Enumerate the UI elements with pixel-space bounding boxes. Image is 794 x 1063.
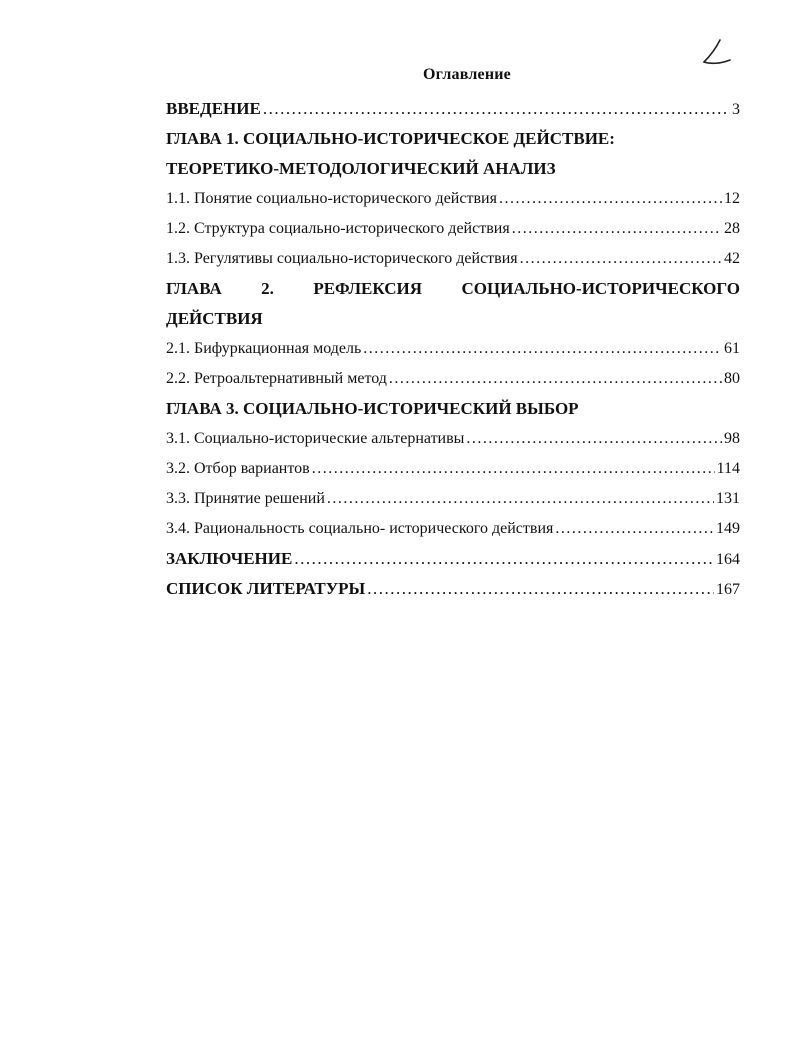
leader-dots	[555, 514, 714, 544]
leader-dots	[363, 334, 722, 364]
toc-entry-2-2	[166, 364, 740, 394]
chapter-2-word: СОЦИАЛЬНО-ИСТОРИЧЕСКОГО	[461, 279, 740, 298]
chapter-2-heading-line-2: ДЕЙСТВИЯ	[166, 309, 263, 328]
toc-entry-bibliography	[166, 574, 740, 604]
toc-entry-1-1	[166, 184, 740, 214]
toc-entry-page: 3	[732, 101, 740, 118]
toc-entry-3-1	[166, 424, 740, 454]
leader-dots	[389, 364, 722, 394]
chapter-1-heading-line-2: ТЕОРЕТИКО-МЕТОДОЛОГИЧЕСКИЙ АНАЛИЗ	[166, 159, 556, 178]
toc-entry-page: 114	[716, 460, 740, 477]
toc-entry-conclusion	[166, 544, 740, 574]
toc-entry-page: 149	[716, 520, 740, 537]
toc-entry-page: 61	[724, 340, 740, 357]
toc-entry-page: 131	[716, 490, 740, 507]
leader-dots	[512, 214, 722, 244]
toc-entry-label: 3.2. Отбор вариантов	[166, 460, 310, 477]
toc-entry-label: 3.3. Принятие решений	[166, 490, 325, 507]
toc-entry-1-2	[166, 214, 740, 244]
toc-entry-3-4	[166, 514, 740, 544]
toc-entry-1-3	[166, 244, 740, 274]
toc-entry-3-2	[166, 454, 740, 484]
toc-entry-page: 12	[724, 190, 740, 207]
toc-entry-page: 80	[724, 370, 740, 387]
chapter-3-heading: ГЛАВА 3. СОЦИАЛЬНО-ИСТОРИЧЕСКИЙ ВЫБОР	[166, 399, 579, 418]
leader-dots	[367, 574, 714, 604]
toc-entry-label: 2.2. Ретроальтернативный метод	[166, 370, 387, 387]
toc-entry-label: ВВЕДЕНИЕ	[166, 99, 261, 118]
leader-dots	[327, 484, 714, 514]
leader-dots	[466, 424, 722, 454]
leader-dots	[520, 244, 722, 274]
toc-entry-page: 167	[716, 581, 740, 598]
leader-dots	[263, 94, 730, 124]
toc-entry-page: 28	[724, 220, 740, 237]
chapter-1-heading-line-1: ГЛАВА 1. СОЦИАЛЬНО-ИСТОРИЧЕСКОЕ ДЕЙСТВИЕ:	[166, 129, 615, 148]
toc-entry-label: СПИСОК ЛИТЕРАТУРЫ	[166, 579, 366, 598]
chapter-2-word: 2.	[261, 279, 274, 298]
toc-title: Оглавление	[423, 66, 511, 83]
toc-entry-page: 98	[724, 430, 740, 447]
toc-entry-label: 1.3. Регулятивы социально-исторического действия	[166, 250, 518, 267]
toc-entry-page: 42	[724, 250, 740, 267]
toc-entry-label: 1.2. Структура социально-исторического действия	[166, 220, 510, 237]
table-of-contents	[166, 94, 740, 604]
toc-entry-2-1	[166, 334, 740, 364]
leader-dots	[312, 454, 715, 484]
leader-dots	[499, 184, 722, 214]
leader-dots	[294, 544, 714, 574]
toc-entry-introduction	[166, 94, 740, 124]
chapter-2-heading-line-1	[166, 274, 740, 304]
toc-entry-label: 3.1. Социально-исторические альтернативы	[166, 430, 465, 447]
toc-entry-label: ЗАКЛЮЧЕНИЕ	[166, 549, 293, 568]
toc-entry-label: 1.1. Понятие социально-исторического действия	[166, 190, 497, 207]
toc-entry-page: 164	[716, 551, 740, 568]
toc-entry-3-3	[166, 484, 740, 514]
chapter-2-word: РЕФЛЕКСИЯ	[313, 279, 423, 298]
toc-entry-label: 2.1. Бифуркационная модель	[166, 340, 362, 357]
toc-entry-label: 3.4. Рациональность социально- исторического действия	[166, 520, 554, 537]
chapter-2-word: ГЛАВА	[166, 279, 222, 298]
